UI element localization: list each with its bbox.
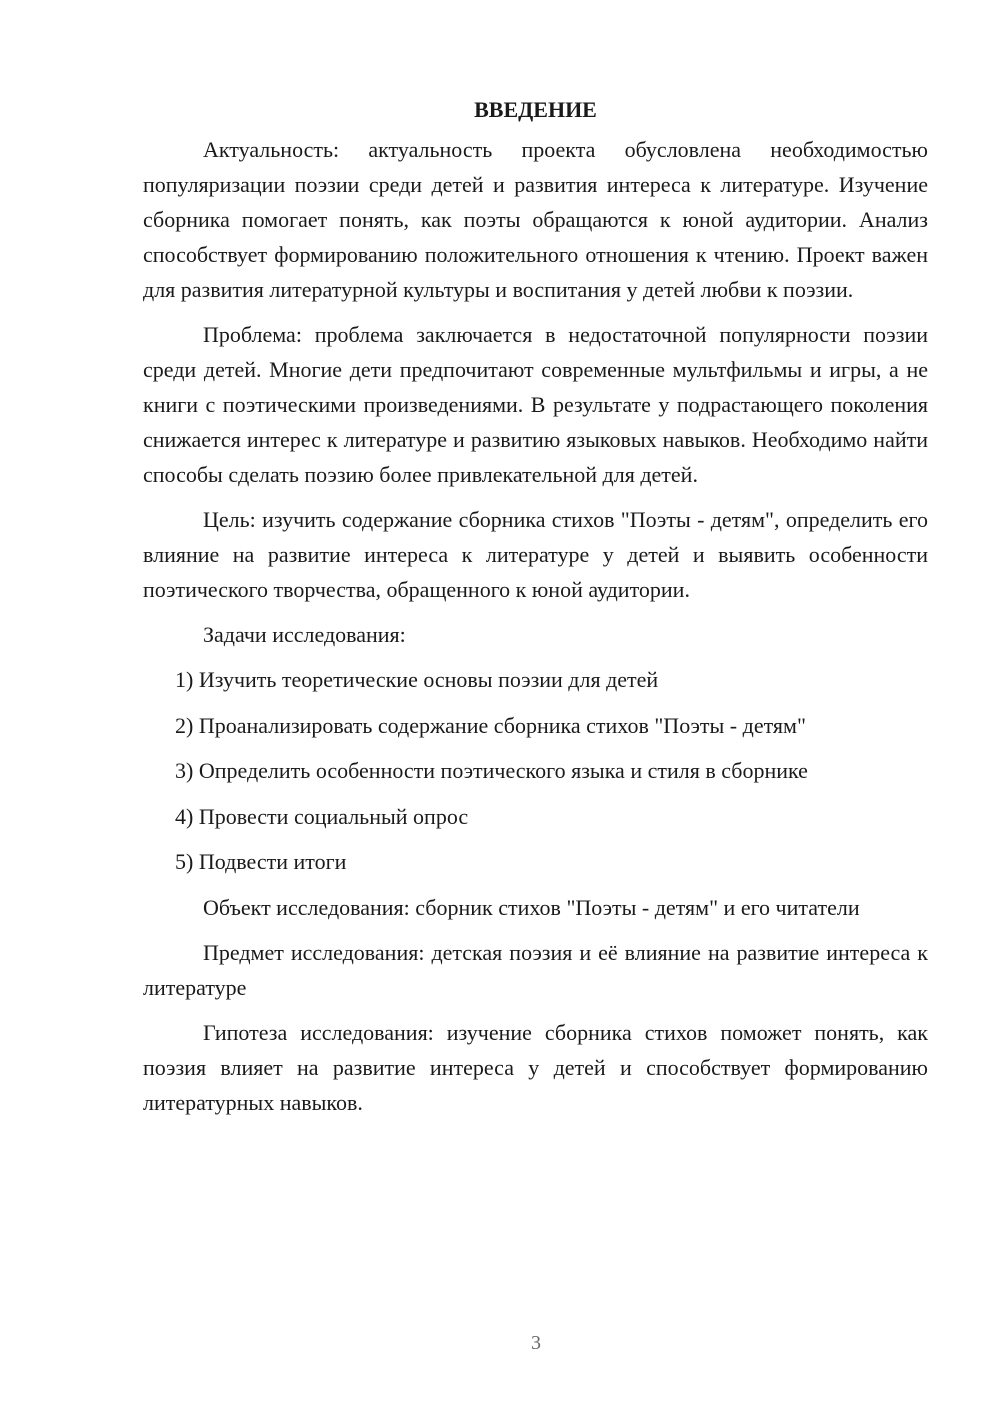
- section-heading: ВВЕДЕНИЕ: [474, 97, 597, 122]
- task-item-4: 4) Провести социальный опрос: [175, 803, 469, 829]
- paragraph-subject: Предмет исследования: детская поэзия и её влияние на развитие интереса к литературе: [143, 939, 928, 1000]
- page-number: 3: [531, 1332, 541, 1354]
- document-page: [143, 92, 928, 1130]
- paragraph-goal: Цель: изучить содержание сборника стихов "Поэты - детям", определить его влияние на развитие интереса к литературе у детей и выявить особенности поэтического творчества, обращенного к юной аудитории.: [143, 507, 928, 602]
- paragraph-relevance: Актуальность: актуальность проекта обусловлена необходимостью популяризации поэзии среди детей и развития интереса к литературе. Изучение сборника помогает понять, как поэты обращаются к юной аудитории. Анализ способствует формированию положительного отношения к чтению. Проект важен для развития литературной культуры и воспитания у детей любви к поэзии.: [143, 137, 928, 302]
- paragraph-problem: Проблема: проблема заключается в недостаточной популярности поэзии среди детей. Многие дети предпочитают современные мультфильмы и игры, а не книги с поэтическими произведениями. В результате у подрастающего поколения снижается интерес к литературе и развитию языковых навыков. Необходимо найти способы сделать поэзию более привлекательной для детей.: [143, 322, 928, 487]
- tasks-list: [143, 662, 928, 879]
- task-item-3: 3) Определить особенности поэтического языка и стиля в сборнике: [175, 758, 808, 783]
- tasks-title: Задачи исследования:: [203, 622, 406, 647]
- paragraph-object: Объект исследования: сборник стихов "Поэты - детям" и его читатели: [203, 894, 860, 920]
- task-item-1: 1) Изучить теоретические основы поэзии для детей: [175, 667, 659, 692]
- task-item-2: 2) Проанализировать содержание сборника стихов "Поэты - детям": [175, 712, 806, 738]
- paragraph-hypothesis: Гипотеза исследования: изучение сборника стихов поможет понять, как поэзия влияет на развитие интереса у детей и способствует формированию литературных навыков.: [143, 1019, 928, 1115]
- task-item-5: 5) Подвести итоги: [175, 849, 347, 874]
